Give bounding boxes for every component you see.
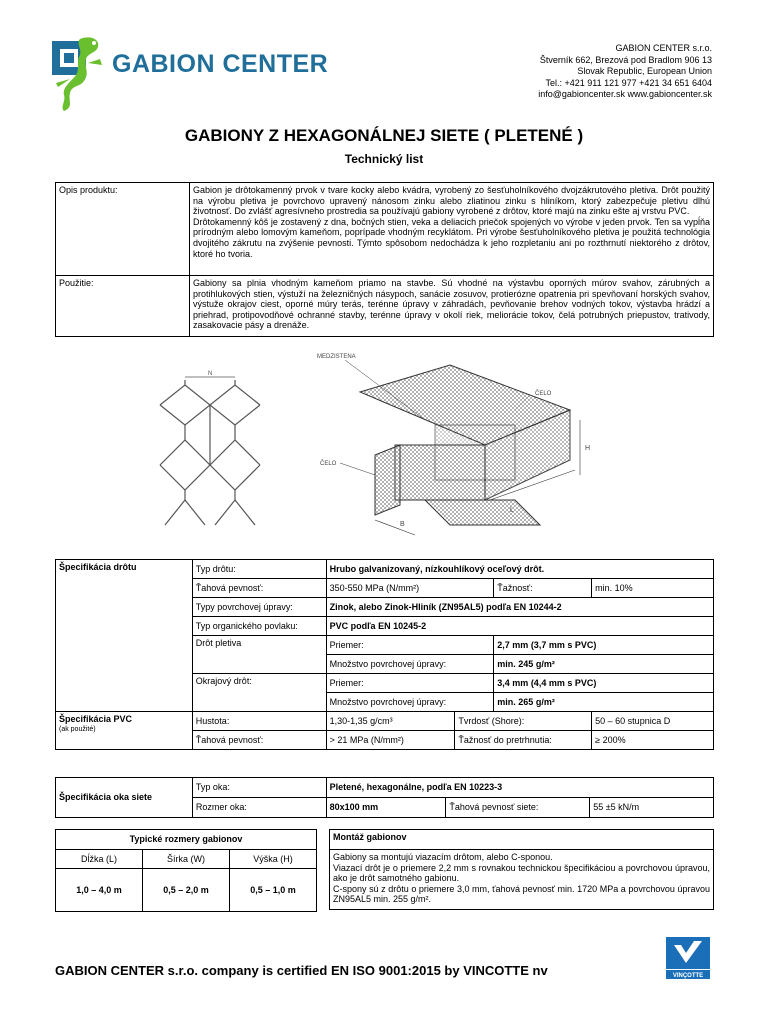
pvc-elongation-value: ≥ 200% (592, 731, 714, 750)
company-logo (50, 35, 110, 113)
density-label: Hustota: (192, 712, 326, 731)
mesh-diameter-label: Priemer: (326, 636, 494, 655)
wire-type-label: Typ drôtu: (192, 560, 326, 579)
pvc-spec-title (56, 712, 193, 750)
mesh-strength-label: Ťahová pevnosť siete: (446, 798, 590, 818)
mesh-diameter-value: 2,7 mm (3,7 mm s PVC) (494, 636, 714, 655)
hardness-value: 50 – 60 stupnica D (592, 712, 714, 731)
page-subtitle: Technický list (344, 152, 424, 166)
company-address: Štverník 662, Brezová pod Bradlom 906 13 (539, 54, 712, 65)
dim-value-length: 1,0 – 4,0 m (56, 869, 143, 912)
edge-wire-label: Okrajový drôt: (192, 674, 326, 712)
row-label: Použitie: (56, 276, 190, 337)
certification-footer: GABION CENTER s.r.o. company is certified EN ISO 9001:2015 by VINCOTTE nv (55, 963, 548, 978)
wire-type-value: Hrubo galvanizovaný, nízkouhlíkový oceľový drôt. (326, 560, 713, 579)
mesh-n-label: N (208, 371, 213, 377)
pvc-tensile-label: Ťahová pevnosť: (192, 731, 326, 750)
density-value: 1,30-1,35 g/cm³ (326, 712, 455, 731)
row-label: Opis produktu: (56, 183, 190, 276)
organic-value: PVC podľa EN 10245-2 (326, 617, 713, 636)
paragraph: Gabiony sa plnia vhodným kameňom priamo na stavbe. Sú vhodné na výstavbu oporných múrov svahov, zárubných a protihlukových stien, výstuží na železničných násypoch, sanácie zosuvov, protierózne opatrenia pri spevňovaní horských svahov, výstuže okrajov ciest, oporné múry terás, terénne úpravy v záhradách, pevňovanie brehov vodných tokov, výstavba hrádzí a priehrad, protipovodňové ochranné stavby, terénne úpravy v okolí riek, meliorácie tokov, čelá potrubných priepustov, trativody, zasakovacie pásy a drenáže. (193, 278, 710, 331)
edge-diameter-label: Priemer: (326, 674, 494, 693)
assembly-line: Viazací drôt je o priemere 2,2 mm s rovnakou technickou špecifikáciou a povrchovou úpravou, ako je drôt samotného gabionu. (333, 862, 710, 884)
dim-value-width: 0,5 – 2,0 m (143, 869, 230, 912)
label-celo-top: ČELO (535, 391, 552, 397)
coating-label: Typy povrchovej úpravy: (192, 598, 326, 617)
elongation-value: min. 10% (592, 579, 714, 598)
pvc-elongation-label: Ťažnosť do pretrhnutia: (455, 731, 592, 750)
pvc-spec-heading: Špecifikácia PVC (59, 714, 133, 724)
mesh-spec-title: Špecifikácia oka siete (56, 778, 193, 818)
pvc-tensile-value: > 21 MPa (N/mm²) (326, 731, 455, 750)
page-title: GABIONY Z HEXAGONÁLNEJ SIETE ( PLETENÉ ) (184, 126, 584, 145)
assembly-line: C-spony sú z drôtu o priemere 3,0 mm, ťahová pevnosť min. 1720 MPa a povrchovou úpravou ZN95AL5 min. 255 g/m². (333, 883, 710, 905)
table-row (56, 560, 714, 579)
tensile-label: Ťahová pevnosť: (192, 579, 326, 598)
mesh-type-label: Typ oka: (192, 778, 326, 798)
edge-amount-value: min. 265 g/m² (494, 693, 714, 712)
company-name: GABION CENTER s.r.o. (615, 43, 712, 53)
mesh-wire-label: Drôt pletiva (192, 636, 326, 674)
paragraph: Drôtokamenný kôš je zostavený z dna, bočných stien, veka a deliacich priečok spojených vo výrobe v jeden prvok. Ten sa vypĺňa prírodným alebo lomovým kameňom, poprípade vhodným recyklátom. Pri výrobe šesťuholníkového pletiva je použitá technológia dvojitého zákrutu na zvýšenie pevnosti. Týmto spôsobom nedochádza k jeho rozpletaniu ani po rozthrnutí niektorého z drôtov, ktoré ho tvoria. (193, 216, 710, 259)
mesh-strength-value: 55 ±5 kN/m (590, 798, 714, 818)
row-text (190, 183, 714, 276)
company-country: Slovak Republic, European Union (577, 66, 712, 77)
table-row (56, 830, 317, 850)
hexagonal-mesh-drawing (150, 365, 270, 535)
mesh-spec-table (55, 777, 714, 818)
mesh-size-label: Rozmer oka: (192, 798, 326, 818)
dim-header-height: Výška (H) (230, 850, 317, 869)
gecko-logo-icon (50, 35, 110, 113)
table-row (330, 850, 714, 910)
coating-value: Zinok, alebo Zinok-Hliník (ZN95AL5) podľa EN 10244-2 (326, 598, 713, 617)
description-table (55, 182, 714, 337)
dim-value-height: 0,5 – 1,0 m (230, 869, 317, 912)
assembly-line: Gabiony sa montujú viazacím drôtom, alebo C-sponou. (333, 852, 553, 862)
vincotte-checkmark-icon (664, 937, 712, 979)
table-row (56, 183, 714, 276)
table-row (56, 850, 317, 869)
dimensions-title: Typické rozmery gabionov (56, 830, 317, 850)
wire-spec-title: Špecifikácia drôtu (56, 560, 193, 712)
table-row (56, 712, 714, 731)
organic-label: Typ organického povlaku: (192, 617, 326, 636)
vincotte-logo (664, 937, 712, 979)
row-text (190, 276, 714, 337)
label-celo-left: ČELO (320, 461, 337, 467)
elongation-label: Ťažnosť: (494, 579, 592, 598)
tensile-value: 350-550 MPa (N/mm²) (326, 579, 494, 598)
table-row (56, 276, 714, 337)
assembly-text (330, 850, 714, 910)
table-row (56, 869, 317, 912)
mesh-size-value: 80x100 mm (326, 798, 446, 818)
assembly-title: Montáž gabionov (330, 830, 714, 850)
vincotte-label: VINÇOTTE (672, 973, 704, 979)
pvc-spec-note: (ak použité) (59, 725, 96, 733)
table-row (330, 830, 714, 850)
label-medzistena: MEDZISTENA (317, 354, 356, 360)
table-row (56, 778, 714, 798)
dim-header-width: Šírka (W) (143, 850, 230, 869)
hardness-label: Tvrdosť (Shore): (455, 712, 592, 731)
mesh-type-value: Pletené, hexagonálne, podľa EN 10223-3 (326, 778, 713, 798)
company-web: info@gabioncenter.sk www.gabioncenter.sk (538, 89, 712, 100)
dimensions-table (55, 829, 317, 912)
edge-amount-label: Množstvo povrchovej úpravy: (326, 693, 494, 712)
label-h: H (585, 445, 591, 452)
gabion-box-drawing (315, 350, 605, 545)
brand-name: GABION CENTER (112, 50, 329, 78)
edge-diameter-value: 3,4 mm (4,4 mm s PVC) (494, 674, 714, 693)
paragraph: Gabion je drôtokamenný prvok v tvare kocky alebo kvádra, vyrobený zo šesťuholníkového dvojzákrutového pletiva. Drôt použitý na výrobu pletiva je povrchovo upravený nánosom zinku alebo zliatinou zinku s hliníkom, ktorý zabezpečuje pletivu dlhú životnosť. Do zvlášť agresívneho prostredia sa používajú gabiony vyrobené z drôtov, ktoré majú na zinku ešte aj vrstvu PVC. (193, 185, 710, 217)
assembly-table (329, 829, 714, 910)
dim-header-length: Dĺžka (L) (56, 850, 143, 869)
mesh-amount-value: min. 245 g/m² (494, 655, 714, 674)
label-l: L (510, 507, 514, 514)
mesh-amount-label: Množstvo povrchovej úpravy: (326, 655, 494, 674)
company-contact (538, 43, 712, 101)
company-phone: Tel.: +421 911 121 977 +421 34 651 6404 (545, 77, 712, 88)
label-b: B (400, 521, 405, 528)
wire-spec-table (55, 559, 714, 750)
